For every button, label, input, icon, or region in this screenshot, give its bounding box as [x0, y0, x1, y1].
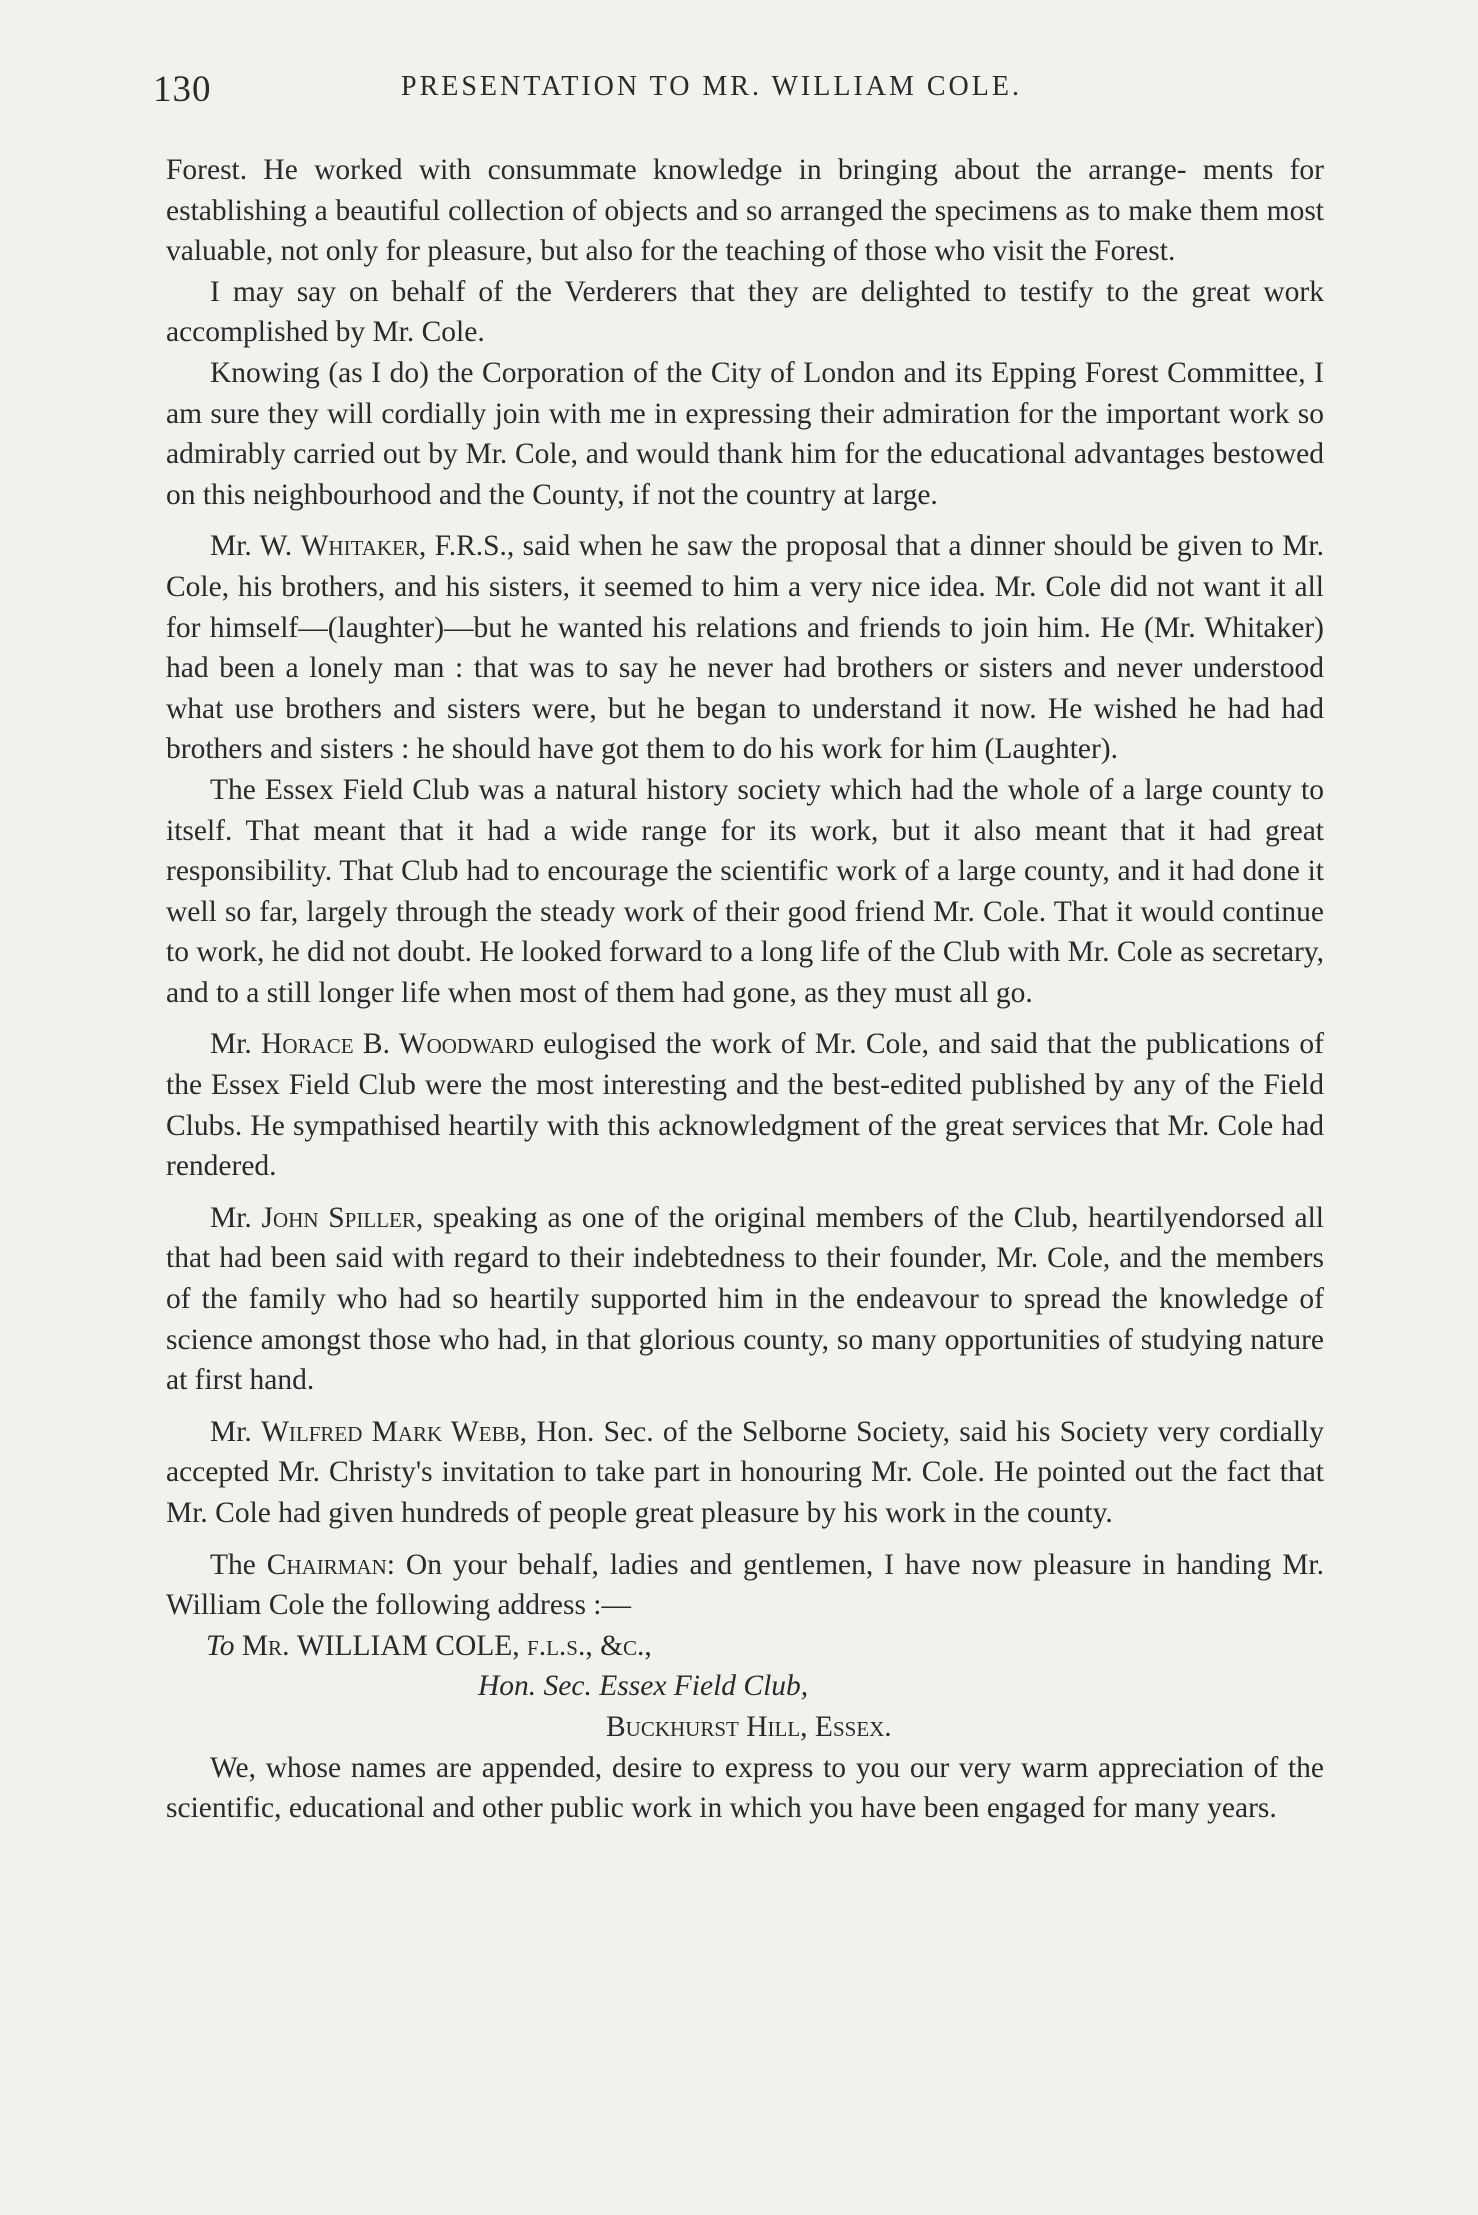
page-header	[153, 68, 1323, 118]
paragraph-woodward	[166, 1024, 1324, 1186]
whitaker-name: Whitaker	[300, 530, 419, 563]
address-recipient	[166, 1626, 1324, 1667]
spiller-prefix: Mr.	[210, 1201, 262, 1234]
paragraph-address-body: We, whose names are appended, desire to express to you our very warm appreciation of the scientific, educational and other public work in which you have been engaged for many years.	[166, 1751, 1324, 1825]
paragraph-spiller	[166, 1198, 1324, 1401]
address-name: WILLIAM COLE,	[296, 1629, 520, 1662]
whitaker-speech: , F.R.S., said when he saw the proposal that a dinner should be given to Mr. Cole, his brothers, and his sisters, it seemed to him a very nice idea. Mr. Cole did not want it all for himself—(laughter)—but he wanted his relations and friends to join him. He (Mr. Whitaker) had been a lonely man : that was to say he never had brothers or sisters and never understood what use brothers and sisters were, but he began to understand it now. He wished he had had brothers and sisters : he should have got them to do his work for him (Laughter).	[166, 530, 1324, 766]
chairman-prefix: The	[210, 1548, 267, 1581]
paragraph-chairman	[166, 1545, 1324, 1626]
spiller-speech: , speaking as one of the original members of the Club, heartilyendorsed all that had been said with regard to their indebtedness to their founder, Mr. Cole, and the members of the family who had so heartily supported him in the endeavour to spread the knowledge of science amongst those who had, in that glorious county, so many opportunities of studying nature at first hand.	[166, 1201, 1324, 1397]
paragraph-essex-field-club: The Essex Field Club was a natural history society which had the whole of a large county to itself. That meant that it had a wide range for its work, but it also meant that it had great responsibility. That Club had to encourage the scientific work of a large county, and it had done it well so far, largely through the steady work of their good friend Mr. Cole. That it would continue to work, he did not doubt. He looked forward to a long life of the Club with Mr. Cole as secretary, and to a still longer life when most of them had gone, as they must all go.	[166, 773, 1324, 1009]
running-title: PRESENTATION TO MR. WILLIAM COLE.	[401, 71, 1022, 102]
address-position: Hon. Sec. Essex Field Club,	[478, 1670, 809, 1703]
webb-prefix: Mr.	[210, 1415, 262, 1448]
webb-name: Wilfred Mark Webb	[261, 1415, 520, 1448]
paragraph-forest: Forest. He worked with consummate knowledge in bringing about the arrange- ments for establishing a beautiful collection of objects and so arranged the specimens as to make them most valuable, not only for pleasure, but also for the teaching of those who visit the Forest.	[166, 154, 1324, 268]
woodward-speech: eulogised the work of Mr. Cole, and said that the publications of the Essex Field Club were the most interesting and the best-edited published by any of the Field Clubs. He sympathised heartily with this acknowledgment of the great services that Mr. Cole had rendered.	[166, 1028, 1325, 1183]
paragraph-corporation: Knowing (as I do) the Corporation of the City of London and its Epping Forest Committee, I am sure they will cordially join with me in expressing their admiration for the important work so admirably carried out by Mr. Cole, and would thank him for the educational advantages bestowed on this neighbourhood and the County, if not the country at large.	[166, 356, 1324, 511]
paragraph-verderers: I may say on behalf of the Verderers that they are delighted to testify to the great work accomplished by Mr. Cole.	[166, 275, 1324, 349]
page-number: 130	[153, 69, 212, 110]
address-letters: f.l.s., &c.,	[519, 1629, 652, 1662]
body-text	[166, 150, 1324, 1829]
spiller-name: John Spiller	[261, 1201, 416, 1234]
chairman-label: Chairman	[266, 1548, 387, 1581]
paragraph-whitaker	[166, 526, 1324, 770]
woodward-prefix: Mr.	[210, 1028, 262, 1061]
address-to: To	[206, 1629, 235, 1662]
paragraph-webb	[166, 1412, 1324, 1534]
whitaker-prefix: Mr. W.	[210, 530, 301, 563]
webb-speech: , Hon. Sec. of the Selborne Society, said his Society very cordially accepted Mr. Christy's invitation to take part in honouring Mr. Cole. He pointed out the fact that Mr. Cole had given hundreds of people great pleasure by his work in the county.	[166, 1415, 1324, 1529]
woodward-name: Horace B. Woodward	[261, 1028, 534, 1061]
chairman-speech: : On your behalf, ladies and gentlemen, I have now pleasure in handing Mr. William Cole the following address :—	[166, 1548, 1324, 1622]
address-location: Buckhurst Hill, Essex.	[606, 1710, 892, 1743]
address-prefix: Mr.	[234, 1629, 297, 1662]
